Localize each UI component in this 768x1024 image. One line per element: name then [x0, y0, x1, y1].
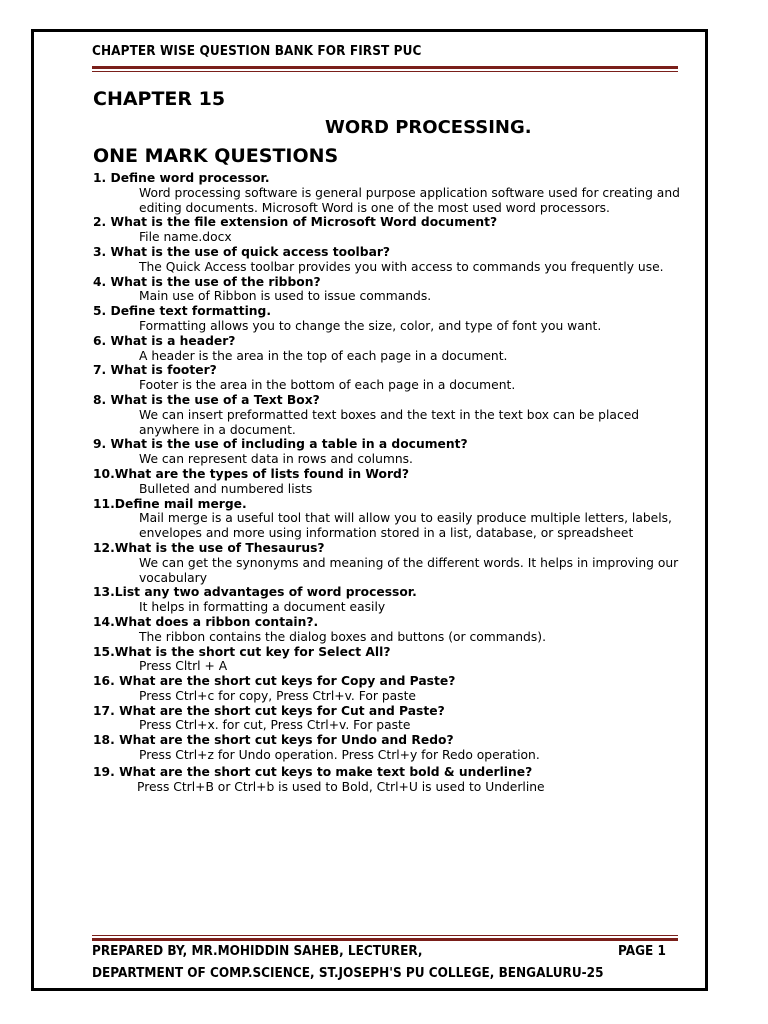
question-item [93, 245, 683, 275]
question-text: 18. What are the short cut keys for Undo and Redo? [93, 733, 454, 748]
question-text: 16. What are the short cut keys for Copy and Paste? [93, 674, 456, 689]
answer-text: Main use of Ribbon is used to issue commands. [139, 289, 432, 304]
question-item [93, 674, 683, 704]
footer-author: PREPARED BY, MR.MOHIDDIN SAHEB, LECTURER, [92, 944, 423, 959]
footer-rule-thick [92, 938, 678, 941]
chapter-title: WORD PROCESSING. [325, 117, 532, 138]
question-text: 13.List any two advantages of word processor. [93, 585, 417, 600]
question-item [93, 765, 683, 795]
question-text: 5. Define text formatting. [93, 304, 272, 319]
question-text: 15.What is the short cut key for Select All? [93, 644, 391, 659]
answer-text: The ribbon contains the dialog boxes and buttons (or commands). [139, 629, 546, 644]
question-item [93, 541, 683, 585]
question-item [93, 645, 683, 675]
answer-text: Bulleted and numbered lists [139, 481, 313, 496]
question-item [93, 585, 683, 615]
question-text: 7. What is footer? [93, 363, 217, 378]
answer-text: Word processing software is general purpose application software used for creating and editing documents. Microsoft Word is one of the most used word processors. [139, 185, 680, 215]
question-item [93, 733, 683, 763]
question-item [93, 275, 683, 305]
question-text: 9. What is the use of including a table in a document? [93, 437, 468, 452]
question-text: 3. What is the use of quick access toolbar? [93, 244, 391, 259]
question-item [93, 171, 683, 215]
question-item [93, 215, 683, 245]
question-item [93, 393, 683, 437]
answer-text: Press Ctrl+x. for cut, Press Ctrl+v. For paste [139, 718, 411, 733]
question-text: 8. What is the use of a Text Box? [93, 392, 320, 407]
question-text: 10.What are the types of lists found in Word? [93, 466, 409, 481]
answer-text: We can get the synonyms and meaning of the different words. It helps in improving our vocabulary [139, 555, 679, 585]
answer-text: Mail merge is a useful tool that will allow you to easily produce multiple letters, labels, envelopes and more using information stored in a list, database, or spreadsheet [139, 511, 672, 541]
question-item [93, 467, 683, 497]
section-title: ONE MARK QUESTIONS [93, 145, 339, 167]
answer-text: We can represent data in rows and columns. [139, 452, 413, 467]
question-text: 14.What does a ribbon contain?. [93, 614, 319, 629]
answer-text: Formatting allows you to change the size, color, and type of font you want. [139, 318, 602, 333]
answer-text: File name.docx [139, 230, 232, 245]
answer-text: Press Ctrl+c for copy, Press Ctrl+v. For paste [139, 688, 416, 703]
question-item [93, 615, 683, 645]
answer-text: Press Ctrl+z for Undo operation. Press Ctrl+y for Redo operation. [139, 748, 540, 763]
chapter-number: CHAPTER 15 [93, 88, 226, 110]
question-item [93, 704, 683, 734]
question-text: 1. Define word processor. [93, 171, 270, 185]
question-item [93, 437, 683, 467]
answer-text: Footer is the area in the bottom of each page in a document. [139, 378, 516, 393]
question-text: 6. What is a header? [93, 333, 236, 348]
question-text: 17. What are the short cut keys for Cut and Paste? [93, 703, 445, 718]
answer-text: Press Ctrl+B or Ctrl+b is used to Bold, Ctrl+U is used to Underline [137, 779, 545, 794]
question-item [93, 304, 683, 334]
answer-text: Press Cltrl + A [139, 659, 228, 674]
header-rule-thin [92, 71, 678, 72]
question-text: 11.Define mail merge. [93, 496, 247, 511]
page-number: PAGE 1 [618, 944, 666, 959]
running-header: CHAPTER WISE QUESTION BANK FOR FIRST PUC [92, 44, 422, 59]
question-item [93, 497, 683, 541]
question-text: 4. What is the use of the ribbon? [93, 274, 321, 289]
answer-text: A header is the area in the top of each page in a document. [139, 348, 508, 363]
question-item [93, 363, 683, 393]
question-text: 2. What is the file extension of Microsoft Word document? [93, 215, 498, 230]
question-list [93, 171, 683, 794]
question-text: 19. What are the short cut keys to make text bold & underline? [93, 764, 533, 779]
question-item [93, 334, 683, 364]
answer-text: We can insert preformatted text boxes and the text in the text box can be placed anywhere in a document. [139, 407, 640, 437]
header-rule-thick [92, 66, 678, 69]
answer-text: It helps in formatting a document easily [139, 600, 386, 615]
footer-department: DEPARTMENT OF COMP.SCIENCE, ST.JOSEPH'S PU COLLEGE, BENGALURU-25 [92, 966, 604, 981]
footer-rule-thin [92, 935, 678, 936]
question-text: 12.What is the use of Thesaurus? [93, 540, 325, 555]
answer-text: The Quick Access toolbar provides you with access to commands you frequently use. [139, 259, 664, 274]
